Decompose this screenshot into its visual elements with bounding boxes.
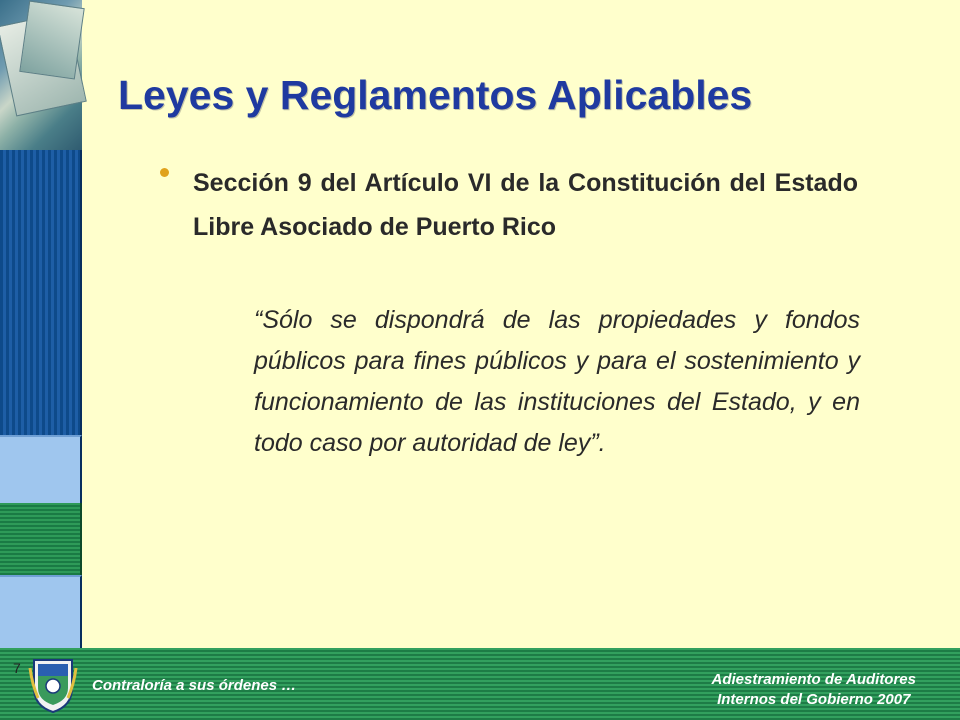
- light-blue-panel: [0, 435, 82, 503]
- banknote-image: [19, 0, 84, 79]
- contraloria-seal-icon: [28, 654, 78, 714]
- bullet-text: Sección 9 del Artículo VI de la Constitución del Estado Libre Asociado de Puerto Rico: [193, 169, 858, 241]
- green-striped-panel: [0, 503, 82, 575]
- bullet-dot-icon: [160, 168, 169, 177]
- blue-striped-panel: [0, 150, 82, 435]
- slide-number: 7: [13, 660, 21, 676]
- left-decorative-strip: [0, 0, 82, 648]
- quote-text: “Sólo se dispondrá de las propiedades y fondos públicos para fines públicos y para el sostenimiento y funcionamiento de las instituciones del Estado, y en todo caso por autoridad de ley”.: [254, 306, 860, 457]
- light-blue-panel: [0, 575, 82, 648]
- footer-course-line1: Adiestramiento de Auditores: [711, 671, 916, 688]
- slide-title: Leyes y Reglamentos Aplicables: [118, 72, 753, 118]
- money-photo: [0, 0, 82, 150]
- footer-motto: Contraloría a sus órdenes …: [92, 677, 297, 694]
- footer-course-line2: Internos del Gobierno 2007: [717, 691, 911, 708]
- footer-course-title: [712, 670, 916, 710]
